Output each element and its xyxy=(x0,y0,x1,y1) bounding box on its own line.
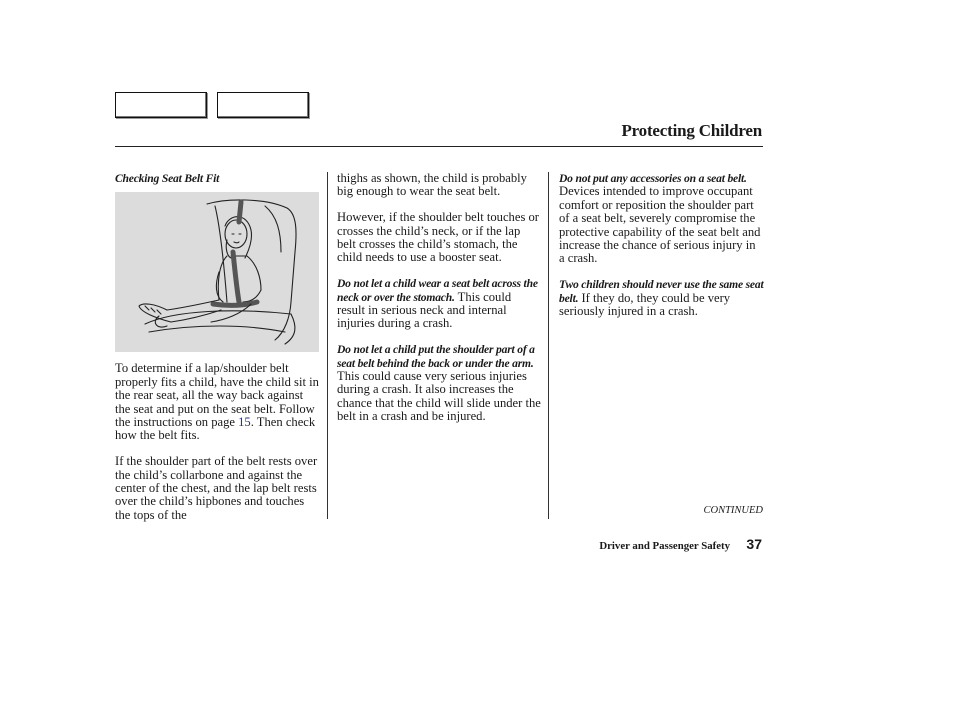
column-2 xyxy=(337,172,542,436)
nav-button-next[interactable] xyxy=(217,92,309,118)
footer-section-title: Driver and Passenger Safety xyxy=(599,540,730,552)
warning-paragraph xyxy=(559,278,764,318)
paragraph xyxy=(115,362,319,442)
paragraph-text: To determine if a lap/shoulder belt properly fits a child, have the child sit in the rear seat, all the way back against the seat and put on the seat belt. Follow the instructions on page xyxy=(115,361,319,430)
warning-heading: Do not put any accessories on a seat belt. xyxy=(559,172,747,185)
nav-button-previous[interactable] xyxy=(115,92,207,118)
continued-label: CONTINUED xyxy=(703,505,763,516)
page-title: Protecting Children xyxy=(621,121,762,140)
warning-text: Devices intended to improve occupant comfort or reposition the shoulder part of a seat belt, severely compromise the protective capability of the seat belt and increase the chance of serious injury in a crash. xyxy=(559,184,761,266)
page-number: 37 xyxy=(746,536,762,552)
column-1 xyxy=(115,172,319,535)
warning-text: If they do, they could be very seriously injured in a crash. xyxy=(559,290,731,319)
paragraph: thighs as shown, the child is probably big enough to wear the seat belt. xyxy=(337,171,527,199)
column-3 xyxy=(559,172,764,331)
paragraph: However, if the shoulder belt touches or crosses the child’s neck, or if the lap belt crosses the child’s stomach, the child needs to use a booster seat. xyxy=(337,210,539,265)
seat-belt-illustration xyxy=(115,192,319,352)
column-divider xyxy=(548,172,549,519)
page-reference-link[interactable]: 15 xyxy=(238,415,251,430)
warning-heading: Do not let a child wear a seat belt across the neck or over the stomach. xyxy=(337,277,538,304)
paragraph: If the shoulder part of the belt rests over the child’s collarbone and against the center of the chest, and the lap belt rests over the child’s hipbones and touches the tops of the xyxy=(115,454,318,522)
warning-paragraph xyxy=(559,172,764,266)
warning-heading: Do not let a child put the shoulder part of a seat belt behind the back or under the arm. xyxy=(337,343,535,370)
child-seat-belt-image xyxy=(115,192,319,352)
warning-text: This could cause very serious injuries during a crash. It also increases the chance that the child will slide under the belt in a crash and be injured. xyxy=(337,369,541,424)
column-divider xyxy=(327,172,328,519)
header-rule xyxy=(115,146,763,147)
warning-text: This could result in serious neck and internal injuries during a crash. xyxy=(337,289,512,331)
warning-heading: Two children should never use the same seat belt. xyxy=(559,278,764,305)
paragraph-text: . Then check how the belt fits. xyxy=(115,415,316,443)
figure-caption: Checking Seat Belt Fit xyxy=(115,172,220,185)
warning-paragraph xyxy=(337,277,542,331)
warning-paragraph xyxy=(337,343,542,423)
